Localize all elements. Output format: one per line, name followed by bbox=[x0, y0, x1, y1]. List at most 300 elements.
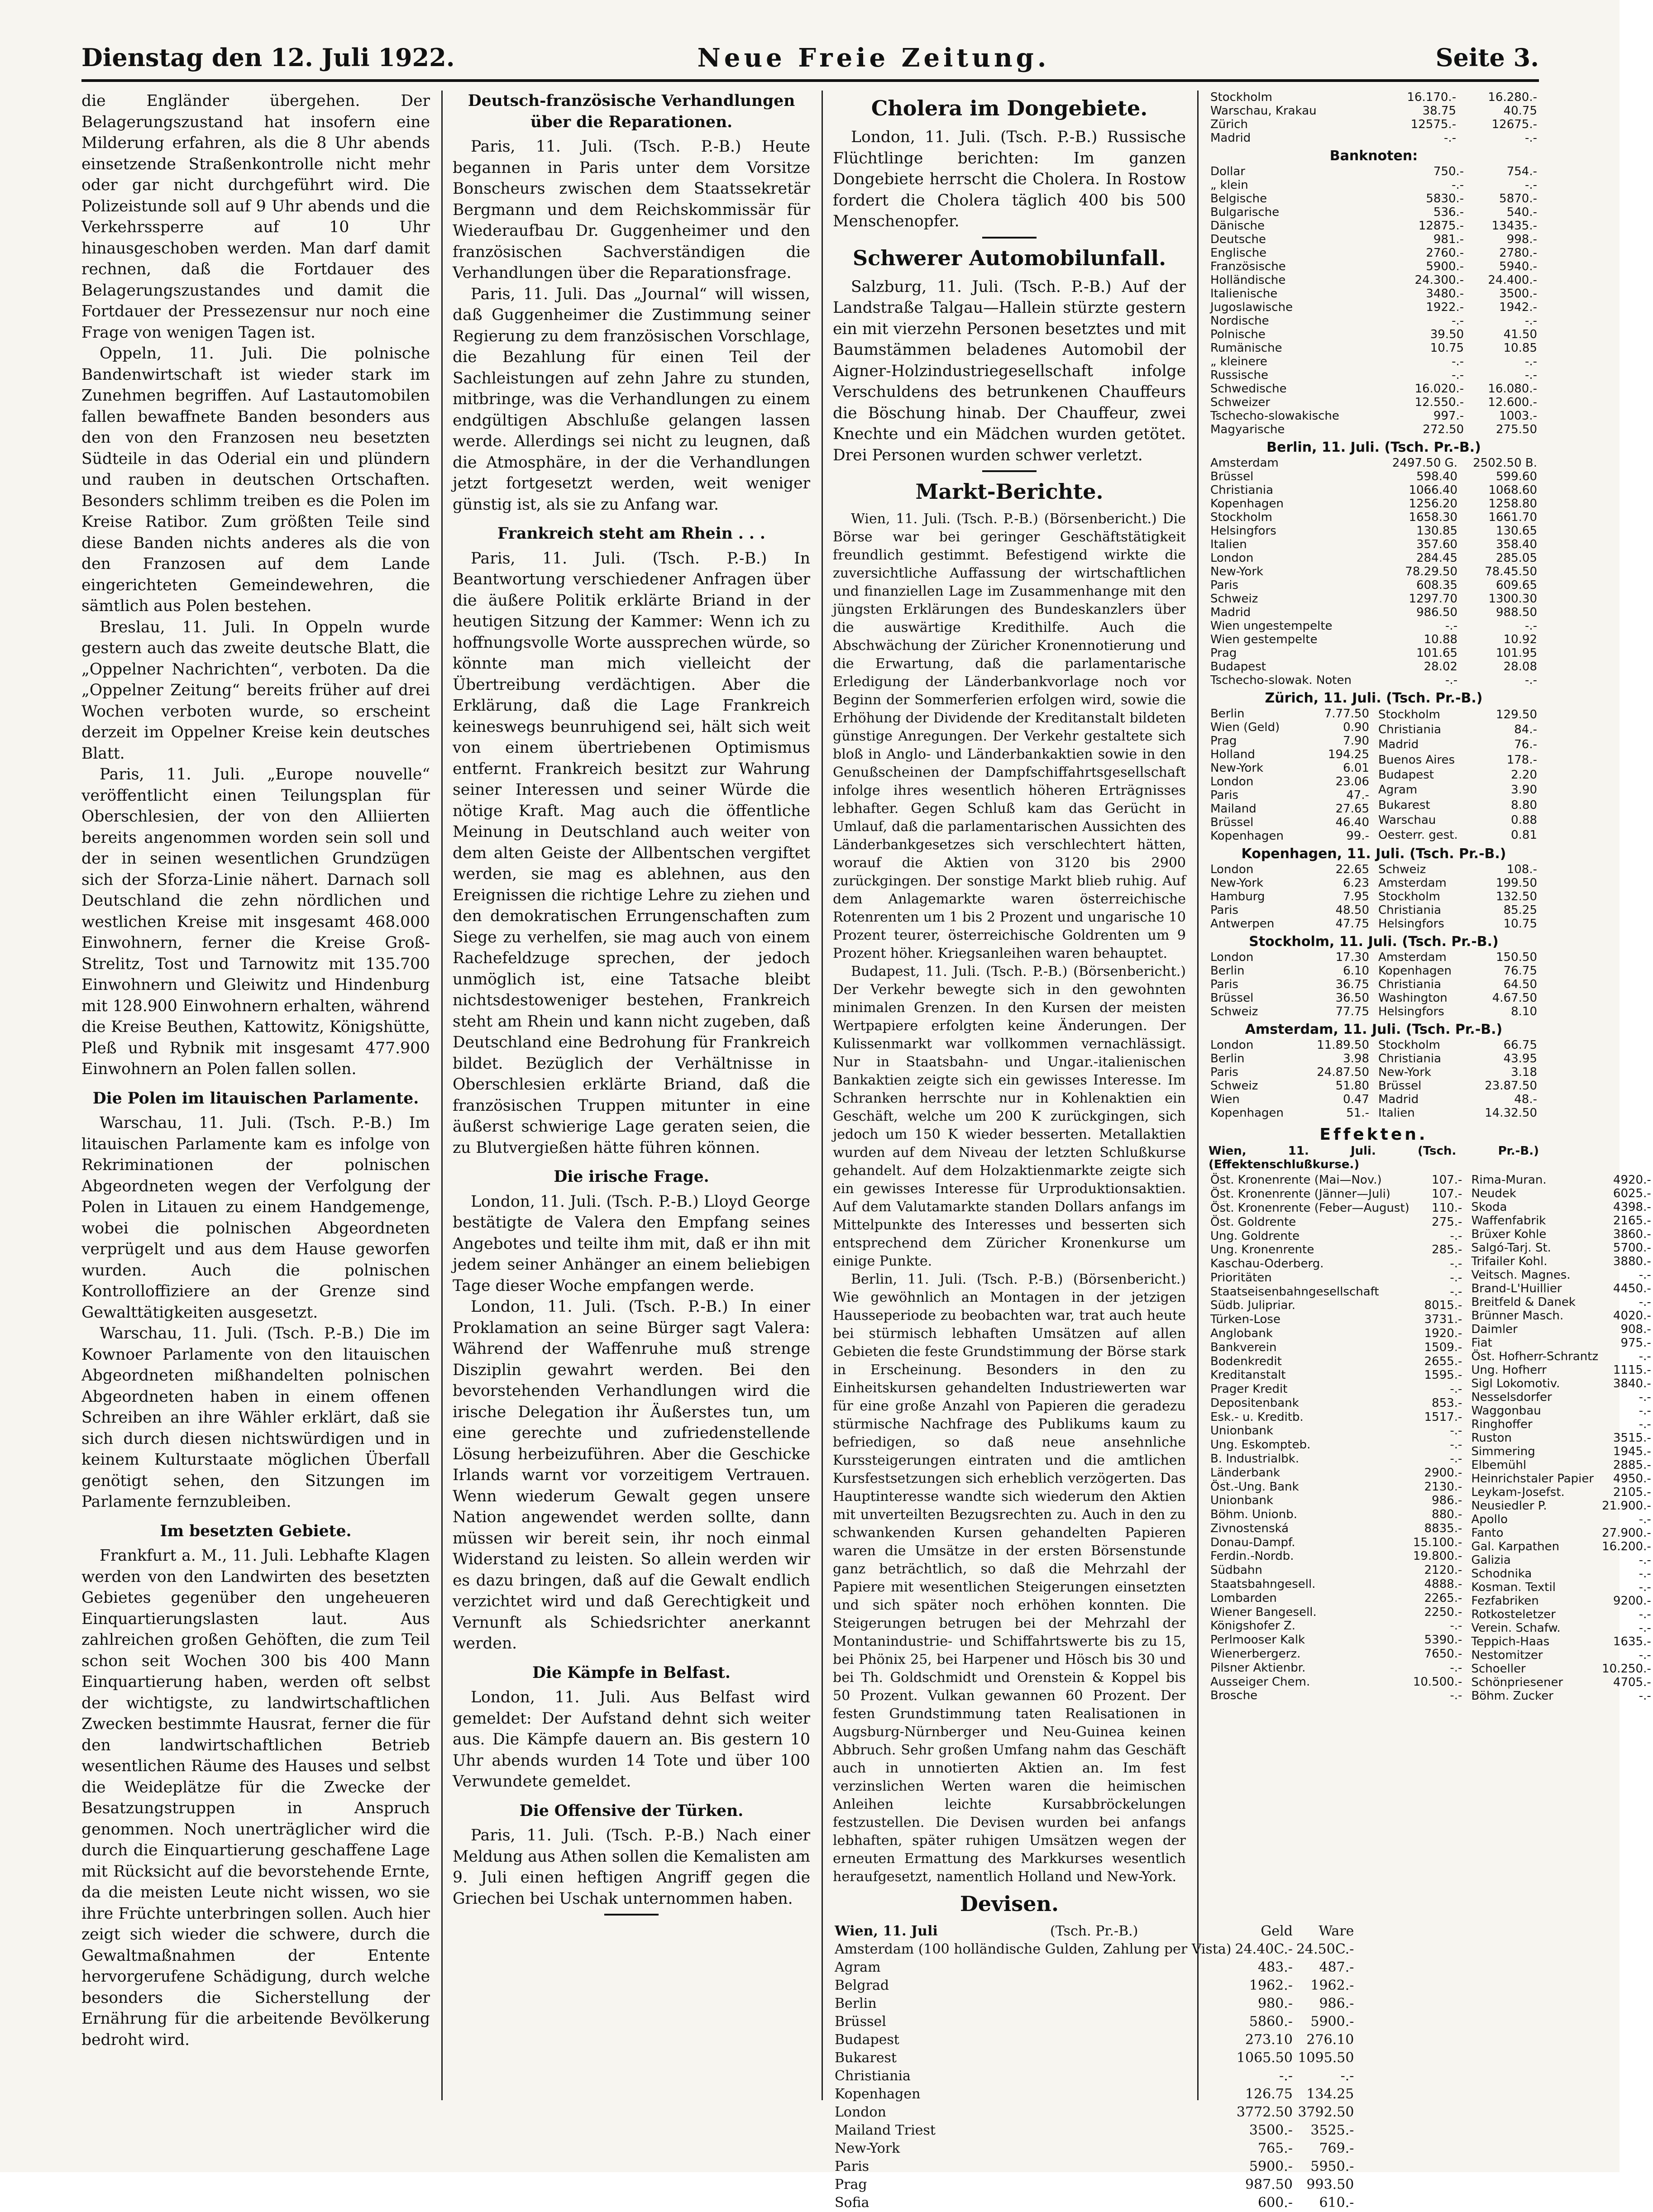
table-row bbox=[1209, 1452, 1464, 1466]
table-cell: Antwerpen bbox=[1210, 917, 1275, 931]
table-cell: Bulgarische bbox=[1210, 205, 1280, 219]
table-cell: 101.65 bbox=[1416, 646, 1458, 660]
table-row bbox=[1209, 1661, 1464, 1675]
table-cell: Paris bbox=[1210, 1065, 1238, 1079]
table-cell: Madrid bbox=[1210, 606, 1251, 619]
table-cell: 600.- bbox=[1258, 2195, 1293, 2211]
table-row bbox=[1376, 828, 1539, 843]
table-cell: London bbox=[1210, 1038, 1254, 1052]
table-row bbox=[1469, 1268, 1653, 1282]
table-cell: 12875.- bbox=[1418, 219, 1464, 233]
table-cell: 24.87.50 bbox=[1317, 1065, 1369, 1079]
table-cell: 24.300.- bbox=[1414, 273, 1464, 287]
table-cell: Lombarden bbox=[1210, 1591, 1277, 1605]
table-cell: Christiania bbox=[1210, 483, 1274, 497]
table-row bbox=[1209, 1410, 1464, 1424]
table-cell: 1300.30 bbox=[1488, 592, 1537, 606]
table-cell: Kosman. Textil bbox=[1471, 1581, 1556, 1594]
table-cell: 4.67.50 bbox=[1492, 991, 1537, 1005]
table-cell: Pilsner Aktienbr. bbox=[1210, 1661, 1306, 1675]
article-paragraph: Warschau, 11. Juli. (Tsch. P.-B.) Die im Kownoer Parlamente von den litauischen Abgeordneten mißhandelten polnischen Abgeordneten haben in einem offenen Schreiben an ihre Wähler erklärt, daß sie sich durch diesen nichtswürdigen und in keinem Kulturstaate möglichen Überfall genötigt sehen, den Sitzungen im Parlamente fernzubleiben. bbox=[81, 1324, 430, 1511]
header-date: Dienstag den 12. Juli 1922. bbox=[81, 43, 455, 72]
table-cell: Christiania bbox=[1378, 722, 1442, 736]
table-row bbox=[1209, 1052, 1371, 1065]
table-row bbox=[1209, 1354, 1464, 1368]
table-row bbox=[1209, 314, 1539, 328]
table-row bbox=[1469, 1499, 1653, 1513]
table-cell: Buenos Aires bbox=[1378, 753, 1455, 767]
table-cell: 273.10 bbox=[1245, 2032, 1293, 2048]
table-row bbox=[1209, 91, 1539, 104]
table-row bbox=[1209, 1093, 1371, 1106]
article-paragraph: London, 11. Juli. (Tsch. P.-B.) Russische Flüchtlinge berichten: Im ganzen Dongebiete herrscht die Cholera. In Rostow fordert die Cholera täglich 400 bis 500 Menschenopfer. bbox=[833, 128, 1186, 230]
table-cell: 980.- bbox=[1258, 1996, 1293, 2011]
table-cell: Öst. Hofherr-Schrantz bbox=[1471, 1350, 1599, 1363]
table-row bbox=[1469, 1458, 1653, 1472]
table-row bbox=[1209, 118, 1539, 131]
table-cell: 4398.- bbox=[1613, 1200, 1651, 1214]
table-row bbox=[1209, 178, 1539, 192]
table-row bbox=[1209, 1494, 1464, 1508]
table-cell: 10.92 bbox=[1503, 633, 1537, 646]
table-cell: 357.60 bbox=[1416, 538, 1458, 551]
table-cell: Französische bbox=[1210, 260, 1286, 273]
table-cell: 24.40C.- bbox=[1235, 1941, 1293, 1957]
table-cell: 276.10 bbox=[1306, 2032, 1354, 2048]
table-cell: Heinrichstaler Papier bbox=[1471, 1472, 1594, 1486]
table-cell: 986.- bbox=[1432, 1494, 1462, 1508]
table-cell: 1068.60 bbox=[1488, 483, 1537, 497]
table-cell: -.- bbox=[1639, 1581, 1651, 1594]
table-row bbox=[1469, 1323, 1653, 1336]
table-cell: -.- bbox=[1450, 1689, 1462, 1703]
table-cell: Bankverein bbox=[1210, 1340, 1277, 1354]
table-cell: Schweiz bbox=[1378, 863, 1426, 876]
article-title: Devisen. bbox=[960, 1892, 1059, 1916]
column-rule bbox=[441, 91, 443, 2100]
table-row bbox=[1376, 903, 1539, 917]
table-cell: 1658.30 bbox=[1409, 511, 1458, 524]
table-cell: -.- bbox=[1639, 1608, 1651, 1621]
table-cell: Verein. Schafw. bbox=[1471, 1621, 1561, 1635]
table-row bbox=[1209, 1215, 1464, 1229]
section-heading: Deutsch-französische Verhandlungen über die Reparationen. bbox=[468, 92, 795, 131]
table-row bbox=[1469, 1540, 1653, 1553]
table-row bbox=[1469, 1689, 1653, 1703]
table-cell: Stockholm bbox=[1210, 91, 1272, 104]
table-cell: -.- bbox=[1450, 1438, 1462, 1452]
table-cell: Donau-Dampf. bbox=[1210, 1535, 1295, 1549]
article-paragraph: Frankfurt a. M., 11. Juli. Lebhafte Klagen werden von den Landwirten des besetzten Gebietes gegenüber den ungeheueren Einquartierungslasten laut. Aus zahlreichen großen Gehöften, die zum Teil schon seit Wochen 300 bis 400 Mann Einquartierung haben, werden oft selbst der wichtigste, zu landwirtschaftlichen Zwecken bestimmte Hausrat, ferner die für den landwirtschaftlichen Betrieb wesentlichen Räume des Hauses und selbst die Weideplätze für die Zwecke der Besatzungstruppen in Anspruch genommen. Noch unerträglicher wird die durch die Einquartierung geschaffene Lage mit Rücksicht auf die bevorstehende Ernte, da die meisten Leute nicht wissen, wo sie ihre Früchte unterbringen sollen. Auch hier zeigt sich wieder die schwere, durch die Gewaltmaßnahmen der Entente hervorgerufene Schädigung, durch welche besonders die Sicherstellung der Ernährung für die arbeitende Bevölkerung bedroht wird. bbox=[81, 1547, 430, 2049]
table-row bbox=[1376, 1065, 1539, 1079]
table-cell: 272.50 bbox=[1423, 423, 1464, 436]
table-cell: 24.400.- bbox=[1488, 273, 1537, 287]
table-cell: 2130.- bbox=[1424, 1480, 1462, 1494]
table-cell: Mailand bbox=[1210, 802, 1256, 816]
table-row bbox=[1209, 917, 1371, 931]
table-cell: 40.75 bbox=[1503, 104, 1537, 118]
table-cell: 27.900.- bbox=[1602, 1526, 1651, 1540]
article-paragraph: die Engländer übergehen. Der Belagerungszustand hat insofern eine Milderung erfahren, als die 8 Uhr abends einsetzende Straßenkontrolle nicht mehr oder gar nicht durchgeführt wird. Die Polizeistunde soll auf 9 Uhr abends und die Verkehrssperre auf 10 Uhr hinausgeschoben werden. Man darf damit rechnen, daß die Fortdauer des Belagerungszustandes und damit die Fortdauer der Pressezensur nur noch eine Frage von wenigen Tagen ist. bbox=[81, 92, 430, 342]
table-cell: Englische bbox=[1210, 246, 1267, 260]
table-cell: 130.85 bbox=[1416, 524, 1458, 538]
table-cell: Rumänische bbox=[1210, 341, 1282, 355]
table-cell: Ringhoffer bbox=[1471, 1418, 1533, 1431]
table-cell: Kopenhagen bbox=[1378, 964, 1452, 978]
table-cell: 3525.- bbox=[1310, 2122, 1354, 2138]
table-row bbox=[1209, 341, 1539, 355]
table-cell: Perlmooser Kalk bbox=[1210, 1633, 1305, 1647]
table-cell: 47.75 bbox=[1335, 917, 1369, 931]
table-cell: London bbox=[1210, 551, 1254, 565]
table-row bbox=[1469, 1648, 1653, 1662]
table-cell: 6.10 bbox=[1343, 964, 1369, 978]
table-cell: Mailand Triest bbox=[835, 2122, 936, 2138]
table-cell: Christiania bbox=[1378, 978, 1442, 991]
table-row bbox=[1209, 674, 1539, 687]
table-row bbox=[833, 2194, 1356, 2212]
table-cell: 2502.50 B. bbox=[1473, 456, 1537, 470]
table-cell: Brüssel bbox=[1210, 470, 1254, 483]
stockholm-left-table bbox=[1209, 951, 1371, 1018]
table-cell: 110.- bbox=[1432, 1201, 1462, 1215]
table-cell: Staatsbahngesell. bbox=[1210, 1577, 1316, 1591]
table-cell: 78.45.50 bbox=[1485, 565, 1537, 578]
table-row bbox=[1469, 1200, 1653, 1214]
table-cell: 48.- bbox=[1514, 1093, 1537, 1106]
table-cell: Wien (Geld) bbox=[1210, 721, 1280, 734]
effekten-tables bbox=[1209, 1173, 1651, 1703]
table-row bbox=[1469, 1486, 1653, 1499]
table-cell: 10.75 bbox=[1503, 917, 1537, 931]
table-cell: 108.- bbox=[1506, 863, 1537, 876]
table-cell: Madrid bbox=[1378, 1093, 1419, 1106]
table-row bbox=[1209, 1340, 1464, 1354]
table-cell: B. Industrialbk. bbox=[1210, 1452, 1299, 1466]
table-row bbox=[1209, 1299, 1464, 1313]
table-row bbox=[1209, 260, 1539, 273]
table-cell: Italienische bbox=[1210, 287, 1278, 301]
table-row bbox=[1209, 633, 1539, 646]
table-row bbox=[1209, 551, 1539, 565]
table-cell: 3.90 bbox=[1511, 783, 1537, 797]
article-paragraph: Paris, 11. Juli. (Tsch. P.-B.) In Beantwortung verschiedener Anfragen über die äußere Politik erklärte Briand in der heutigen Sitzung der Kammer: Wenn ich zu hoffnungsvolle Worte aussprechen würde, so könnte man mich vielleicht der Übertreibung verdächtigen. Aber die Erklärung, daß die Lage Frankreich keineswegs beunruhigend sei, hält sich weit von einem übertriebenen Optimismus entfernt. Frankreich besitzt zur Wahrung seiner Interessen und seiner Würde die nötige Kraft. Mag auch die öffentliche Meinung in Deutschland auch weiter von dem alten Geiste der Allbentschen vergiftet werden, sie mag es ablehnen, aus den Ereignissen die richtige Lehre zu ziehen und den demokratischen Errungenschaften zum Siege zu verhelfen, sie mag auch von einem Rachefeldzuge sprechen, der jedoch unmöglich ist, eine Tatsache bleibt nichtsdestoweniger bestehen, Frankreich steht am Rhein und kann nicht zugeben, daß Deutschland eine Bedrohung für Frankreich bildet. Bezüglich der Verhältnisse in Oberschlesien erklärte Briand, daß die französischen Truppen mitunter in eine äußerst schwierige Lage geraten seien, die zu Blutvergießen hätte führen können. bbox=[453, 549, 810, 1157]
table-cell: -.- bbox=[1445, 619, 1458, 633]
article-title: Markt-Berichte. bbox=[915, 479, 1104, 504]
table-cell: Apollo bbox=[1471, 1513, 1508, 1526]
table-row bbox=[1209, 1313, 1464, 1327]
table-row bbox=[833, 2158, 1356, 2176]
table-cell: -.- bbox=[1450, 1257, 1462, 1271]
table-cell: -.- bbox=[1524, 674, 1537, 687]
table-cell: Washington bbox=[1378, 991, 1448, 1005]
table-row bbox=[1376, 1005, 1539, 1018]
table-row bbox=[1209, 1619, 1464, 1633]
table-cell: Holländische bbox=[1210, 273, 1286, 287]
table-row bbox=[1376, 1106, 1539, 1120]
table-cell: 3500.- bbox=[1249, 2122, 1293, 2138]
amsterdam-tables bbox=[1209, 1038, 1539, 1120]
table-cell: Öst. Goldrente bbox=[1210, 1215, 1296, 1229]
table-cell: Anglobank bbox=[1210, 1326, 1273, 1340]
table-cell: 38.75 bbox=[1422, 104, 1457, 118]
table-cell: 5900.- bbox=[1426, 260, 1464, 273]
table-cell: Holland bbox=[1210, 748, 1255, 761]
table-cell: 28.08 bbox=[1503, 660, 1537, 674]
article-paragraph: Paris, 11. Juli. „Europe nouvelle“ veröffentlicht einen Teilungsplan für Oberschlesien, der von den Alliierten bereits angenommen worden sein soll und der in seinen wesentlichen Grundzügen sich der Sforza-Linie nähert. Darnach soll Deutschland die zehn nördlichen und westlichen Kreise mit insgesamt 468.000 Einwohnern, ferner die Kreise Groß-Strelitz, Tost und Tarnowitz mit 135.700 Einwohnern und Gleiwitz und Hindenburg mit 128.900 Einwohnern erhalten, während die Kreise Beuthen, Kattowitz, Königshütte, Pleß und Rybnik mit insgesamt 477.900 Einwohnern an Polen fallen sollen. bbox=[81, 765, 430, 1078]
table-cell: Zivnostenská bbox=[1210, 1521, 1289, 1535]
table-cell: Brosche bbox=[1210, 1689, 1258, 1703]
table-cell: Nordische bbox=[1210, 314, 1269, 328]
kopenhagen-right-table bbox=[1376, 863, 1539, 931]
table-cell: 84.- bbox=[1514, 722, 1537, 736]
table-cell: 908.- bbox=[1620, 1323, 1651, 1336]
table-cell: Oesterr. gest. bbox=[1378, 828, 1458, 842]
table-cell: Kopenhagen bbox=[1210, 1106, 1284, 1120]
table-cell: 4888.- bbox=[1424, 1577, 1462, 1591]
table-cell: -.- bbox=[1450, 1229, 1462, 1243]
table-cell: 22.65 bbox=[1335, 863, 1369, 876]
table-row bbox=[1469, 1282, 1653, 1295]
table-cell: Schweiz bbox=[1210, 1079, 1258, 1093]
table-row bbox=[1376, 1052, 1539, 1065]
table-row bbox=[1209, 355, 1539, 368]
section-subtitle: Wien, 11. Juli. (Tsch. Pr.-B.) (Effektenschlußkurse.) bbox=[1209, 1144, 1539, 1171]
table-cell: Länderbank bbox=[1210, 1466, 1280, 1480]
table-row bbox=[1209, 1424, 1464, 1438]
table-row bbox=[1209, 606, 1539, 619]
table-row bbox=[1209, 951, 1371, 964]
table-cell: 10.75 bbox=[1430, 341, 1464, 355]
table-cell: -.- bbox=[1639, 1513, 1651, 1526]
table-row bbox=[1209, 1480, 1464, 1494]
table-cell: -.- bbox=[1639, 1390, 1651, 1404]
table-row bbox=[1209, 660, 1539, 674]
table-cell: 16.280.- bbox=[1488, 91, 1537, 104]
table-cell: 5870.- bbox=[1499, 192, 1537, 205]
table-cell: 275.50 bbox=[1496, 423, 1537, 436]
table-cell: 4020.- bbox=[1613, 1309, 1651, 1323]
table-cell: -.- bbox=[1452, 178, 1464, 192]
table-cell: 975.- bbox=[1620, 1336, 1651, 1350]
table-cell: 66.75 bbox=[1503, 1038, 1537, 1052]
table-cell: Stockholm bbox=[1378, 890, 1440, 903]
table-cell: 1066.40 bbox=[1409, 483, 1458, 497]
column-1 bbox=[81, 91, 430, 2100]
table-row bbox=[1469, 1553, 1653, 1567]
table-row bbox=[1209, 1382, 1464, 1396]
table-cell: 3500.- bbox=[1499, 287, 1537, 301]
table-cell: 3480.- bbox=[1426, 287, 1464, 301]
table-cell: 85.25 bbox=[1503, 903, 1537, 917]
table-row bbox=[1209, 1271, 1464, 1285]
table-row bbox=[1469, 1418, 1653, 1431]
table-cell: -.- bbox=[1639, 1404, 1651, 1418]
table-cell: 2165.- bbox=[1613, 1214, 1651, 1228]
table-cell: Schodnika bbox=[1471, 1567, 1532, 1581]
table-row bbox=[1209, 1257, 1464, 1271]
table-cell: Christiania bbox=[1378, 1052, 1442, 1065]
table-row bbox=[1469, 1377, 1653, 1390]
table-cell: 64.50 bbox=[1503, 978, 1537, 991]
table-cell: 16.020.- bbox=[1414, 382, 1464, 396]
table-row bbox=[1469, 1255, 1653, 1268]
table-cell: 7.90 bbox=[1343, 734, 1369, 748]
table-cell: Esk.- u. Kreditb. bbox=[1210, 1410, 1304, 1424]
table-cell: Kreditanstalt bbox=[1210, 1368, 1286, 1382]
table-cell: Prag bbox=[1210, 646, 1237, 660]
table-row bbox=[1376, 812, 1539, 827]
table-cell: 1258.80 bbox=[1488, 497, 1537, 511]
table-cell: 2.20 bbox=[1511, 768, 1537, 782]
table-cell: Brüssel bbox=[835, 2014, 886, 2030]
table-cell: 750.- bbox=[1433, 165, 1464, 178]
table-cell: Breitfeld & Danek bbox=[1471, 1295, 1576, 1309]
table-cell: 130.65 bbox=[1496, 524, 1537, 538]
table-cell: 8015.- bbox=[1424, 1299, 1462, 1313]
column-2 bbox=[453, 91, 810, 2100]
table-row bbox=[1209, 1106, 1371, 1120]
table-cell: Brand-L'Huillier bbox=[1471, 1282, 1562, 1295]
table-row bbox=[1209, 1508, 1464, 1522]
section-heading: Im besetzten Gebiete. bbox=[160, 1522, 352, 1540]
table-row bbox=[1209, 1187, 1464, 1201]
table-cell: 19.800.- bbox=[1413, 1549, 1462, 1563]
table-cell: 986.- bbox=[1319, 1996, 1354, 2011]
table-cell: Öst.-Ung. Bank bbox=[1210, 1480, 1299, 1494]
table-cell: Schoeller bbox=[1471, 1662, 1526, 1676]
table-cell: -.- bbox=[1524, 178, 1537, 192]
stockholm-tables bbox=[1209, 951, 1539, 1018]
table-cell: 43.95 bbox=[1503, 1052, 1537, 1065]
table-cell: 2497.50 G. bbox=[1392, 456, 1458, 470]
table-cell: 10.85 bbox=[1503, 341, 1537, 355]
table-row bbox=[1376, 890, 1539, 903]
table-cell: 21.900.- bbox=[1602, 1499, 1651, 1513]
article-paragraph: Paris, 11. Juli. Das „Journal“ will wissen, daß Guggenheimer die Zustimmung seiner Regierung zu dem französischen Vorschlage, die Bezahlung für einen Teil der Sachleistungen auf zehn Jahre zu stunden, mitbringe, was die Verhandlungen zu einem endgültigen Abschluße gelangen lassen werde. Allerdings sei nicht zu leugnen, daß die Atmosphäre, in der die Verhandlungen jetzt fortgesetzt werden, weit weniger günstig ist, als sie zu Anfang war. bbox=[453, 285, 810, 514]
table-cell: Skoda bbox=[1471, 1200, 1507, 1214]
table-cell: London bbox=[1210, 951, 1254, 964]
table-row bbox=[1209, 301, 1539, 314]
table-row bbox=[1209, 829, 1371, 843]
amsterdam-left-table bbox=[1209, 1038, 1371, 1120]
table-cell: 7650.- bbox=[1424, 1647, 1462, 1661]
table-cell: 51.- bbox=[1346, 1106, 1369, 1120]
table-cell: Berlin bbox=[1210, 964, 1245, 978]
article-paragraph: London, 11. Juli. (Tsch. P.-B.) Lloyd George bestätigte de Valera den Empfang seines Angebotes und teilte ihm mit, daß er ihn mit jedem seiner Anhänger an einem beliebigen Tage dieser Woche empfangen werde. bbox=[453, 1192, 810, 1295]
table-cell: -.- bbox=[1639, 1553, 1651, 1567]
table-cell: 1945.- bbox=[1613, 1445, 1651, 1458]
table-row bbox=[1209, 409, 1539, 423]
divider bbox=[982, 237, 1037, 239]
table-cell: Böhm. Zucker bbox=[1471, 1689, 1553, 1703]
table-cell: -.- bbox=[1639, 1350, 1651, 1363]
table-cell: 132.50 bbox=[1496, 890, 1537, 903]
table-cell: Polnische bbox=[1210, 328, 1266, 341]
table-row bbox=[1469, 1241, 1653, 1255]
table-row bbox=[1209, 1327, 1464, 1341]
table-cell: Sofia bbox=[835, 2195, 869, 2211]
table-cell: Bukarest bbox=[1378, 798, 1430, 812]
section-heading: Die Kämpfe in Belfast. bbox=[532, 1663, 731, 1682]
table-cell: Ausseiger Chem. bbox=[1210, 1675, 1310, 1689]
table-cell: Prioritäten bbox=[1210, 1271, 1272, 1285]
table-cell: Budapest bbox=[1210, 660, 1266, 674]
table-cell: -.- bbox=[1450, 1452, 1462, 1466]
table-cell: Warschau, Krakau bbox=[1210, 104, 1317, 118]
table-row bbox=[1209, 565, 1539, 578]
table-cell: 23.87.50 bbox=[1485, 1079, 1537, 1093]
table-cell: Prag bbox=[835, 2177, 867, 2193]
table-row bbox=[1209, 1173, 1464, 1187]
table-cell: Amsterdam (100 holländische Gulden, Zahlung per Vista) bbox=[835, 1941, 1232, 1957]
table-cell: 981.- bbox=[1433, 233, 1464, 246]
table-cell: 6025.- bbox=[1613, 1187, 1651, 1200]
table-cell: 28.02 bbox=[1424, 660, 1458, 674]
table-cell: Veitsch. Magnes. bbox=[1471, 1268, 1571, 1282]
table-cell: New-York bbox=[1210, 761, 1264, 775]
table-cell: 769.- bbox=[1319, 2140, 1354, 2156]
table-cell: Schweiz bbox=[1210, 592, 1258, 606]
table-cell: Russische bbox=[1210, 368, 1269, 382]
table-cell: Schweiz bbox=[1210, 1005, 1258, 1018]
table-cell: 853.- bbox=[1432, 1396, 1462, 1410]
table-cell: 2265.- bbox=[1424, 1591, 1462, 1605]
table-cell: -.- bbox=[1450, 1285, 1462, 1299]
zurich-tables bbox=[1209, 707, 1539, 843]
table-cell: 1065.50 bbox=[1236, 2050, 1293, 2066]
table-row bbox=[1209, 1591, 1464, 1605]
table-cell: Ruston bbox=[1471, 1431, 1512, 1445]
table-cell: Nesselsdorfer bbox=[1471, 1390, 1552, 1404]
table-row bbox=[833, 2103, 1356, 2121]
table-row bbox=[1209, 483, 1539, 497]
table-cell: Tschecho-slowak. Noten bbox=[1210, 674, 1352, 687]
table-cell: Schönpriesener bbox=[1471, 1676, 1563, 1689]
table-cell: Rotkosteletzer bbox=[1471, 1608, 1556, 1621]
table-cell: 1920.- bbox=[1424, 1326, 1462, 1340]
table-cell: Amsterdam bbox=[1378, 876, 1447, 890]
table-cell: Brüxer Kohle bbox=[1471, 1228, 1547, 1241]
table-cell: 993.50 bbox=[1306, 2177, 1354, 2193]
section-heading: Die irische Frage. bbox=[554, 1168, 709, 1186]
table-row bbox=[1209, 524, 1539, 538]
table-cell: Schwedische bbox=[1210, 382, 1287, 396]
table-cell: 1661.70 bbox=[1488, 511, 1537, 524]
table-cell: 3.18 bbox=[1511, 1065, 1537, 1079]
table-row bbox=[1209, 538, 1539, 551]
table-cell: 101.95 bbox=[1496, 646, 1537, 660]
table-cell: 5940.- bbox=[1499, 260, 1537, 273]
table-cell: Elbemühl bbox=[1471, 1458, 1527, 1472]
table-cell: -.- bbox=[1279, 2068, 1293, 2084]
article-paragraph: Warschau, 11. Juli. (Tsch. P.-B.) Im litauischen Parlamente kam es infolge von Rekriminationen der polnischen Abgeordneten wegen der Verfolgung der Polen in Litauen zu einem Handgemenge, wobei die polnischen Abgeordneten verprügelt und aus dem Hause geworfen wurden. Auch die polnischen Kontrolloffiziere an der Grenze sind Gewalttätigkeiten ausgesetzt. bbox=[81, 1114, 430, 1322]
table-cell: Helsingfors bbox=[1210, 524, 1276, 538]
table-cell: Brüssel bbox=[1210, 816, 1254, 829]
table-cell: 2105.- bbox=[1613, 1486, 1651, 1499]
table-cell: 487.- bbox=[1319, 1959, 1354, 1975]
section-heading: Frankreich steht am Rhein . . . bbox=[497, 525, 765, 543]
table-cell: Belgrad bbox=[835, 1978, 889, 1993]
table-cell: 3731.- bbox=[1424, 1313, 1462, 1327]
table-cell: 41.50 bbox=[1503, 328, 1537, 341]
table-cell: 15.100.- bbox=[1413, 1535, 1462, 1549]
table-cell: 150.50 bbox=[1496, 951, 1537, 964]
table-cell: Wiener Bangesell. bbox=[1210, 1605, 1317, 1619]
table-cell: Helsingfors bbox=[1378, 1005, 1444, 1018]
table-row bbox=[1469, 1567, 1653, 1581]
masthead: Neue Freie Zeitung. bbox=[697, 43, 1050, 73]
